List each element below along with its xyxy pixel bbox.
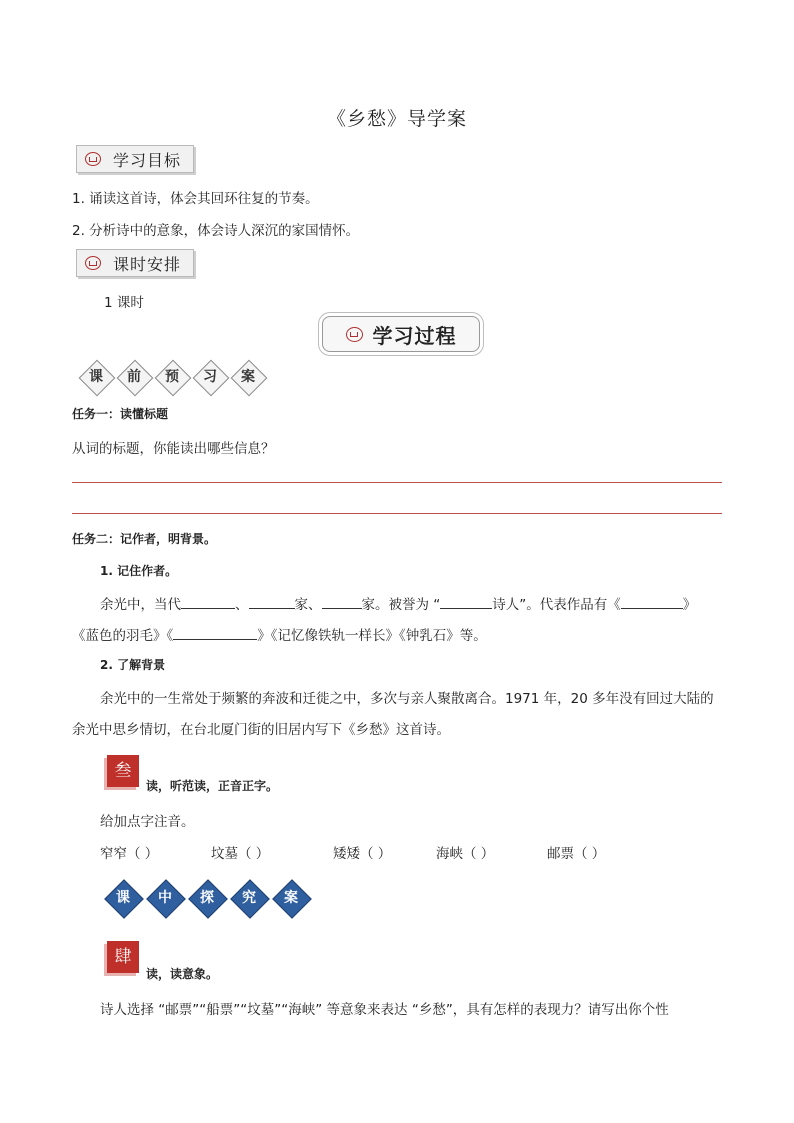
read4-heading: 读，读意象。	[146, 967, 219, 981]
schedule-text: 1 课时	[104, 295, 144, 311]
section-schedule	[76, 249, 194, 277]
pinyin-word: 邮票（ ）	[547, 846, 606, 862]
banner-diamond: 习	[193, 360, 227, 394]
task1-question: 从词的标题，你能读出哪些信息？	[72, 441, 275, 457]
author-fill-line-1: 余光中，当代 、 家、 家。被誉为 “ 诗人”。代表作品有《 》	[100, 593, 696, 613]
objective-2: 2. 分析诗中的意象，体会诗人深沉的家国情怀。	[72, 223, 360, 239]
author-fill-line-2: 《蓝色的羽毛》《 》《记忆像铁轨一样长》《钟乳石》等。	[72, 624, 487, 644]
book-icon	[85, 256, 101, 270]
banner-diamond: 课	[79, 360, 113, 394]
answer-line	[72, 482, 722, 483]
banner-diamond: 课	[104, 879, 142, 917]
task1-title: 任务一：读懂标题	[72, 407, 169, 421]
book-icon	[85, 152, 101, 166]
stamp-four: 肆	[107, 941, 139, 973]
section-process-label: 学习过程	[372, 323, 457, 348]
objective-1: 1. 诵读这首诗，体会其回环往复的节奏。	[72, 191, 319, 207]
banner-diamond: 预	[155, 360, 189, 394]
background-text-2: 余光中思乡情切，在台北厦门街的旧居内写下《乡愁》这首诗。	[72, 722, 450, 738]
banner-diamond: 探	[188, 879, 226, 917]
stamp-three: 叁	[107, 755, 139, 787]
book-icon	[346, 327, 363, 342]
section-schedule-label: 课时安排	[113, 254, 182, 274]
section-objectives-label: 学习目标	[113, 150, 182, 170]
task2-title: 任务二：记作者，明背景。	[72, 532, 217, 546]
banner-diamond: 中	[146, 879, 184, 917]
banner-diamond: 前	[117, 360, 151, 394]
pinyin-word: 海峡（ ）	[436, 846, 495, 862]
background-text-1: 余光中的一生常处于频繁的奔波和迁徙之中，多次与亲人聚散离合。1971 年，20 多年没有回过大陆的	[100, 691, 714, 707]
pinyin-word: 矮矮（ ）	[333, 846, 392, 862]
pre-class-banner	[79, 360, 269, 394]
answer-line	[72, 513, 722, 514]
task2-sub2: 2. 了解背景	[100, 658, 166, 672]
read3-instruction: 给加点字注音。	[100, 814, 195, 830]
page-title: 《乡愁》导学案	[326, 108, 467, 130]
read4-text: 诗人选择 “邮票”“船票”“坟墓”“海峡” 等意象来表达 “乡愁”，具有怎样的表现力？请写出你个性	[100, 1002, 669, 1018]
pinyin-word: 坟墓（ ）	[211, 846, 270, 862]
banner-diamond: 究	[230, 879, 268, 917]
task2-sub1: 1. 记住作者。	[100, 564, 178, 578]
banner-diamond: 案	[272, 879, 310, 917]
pinyin-word: 窄窄（ ）	[100, 846, 159, 862]
banner-diamond: 案	[231, 360, 265, 394]
section-objectives	[76, 145, 194, 173]
read3-heading: 读，听范读，正音正字。	[146, 779, 279, 793]
section-process	[322, 316, 480, 352]
in-class-banner	[104, 879, 314, 917]
